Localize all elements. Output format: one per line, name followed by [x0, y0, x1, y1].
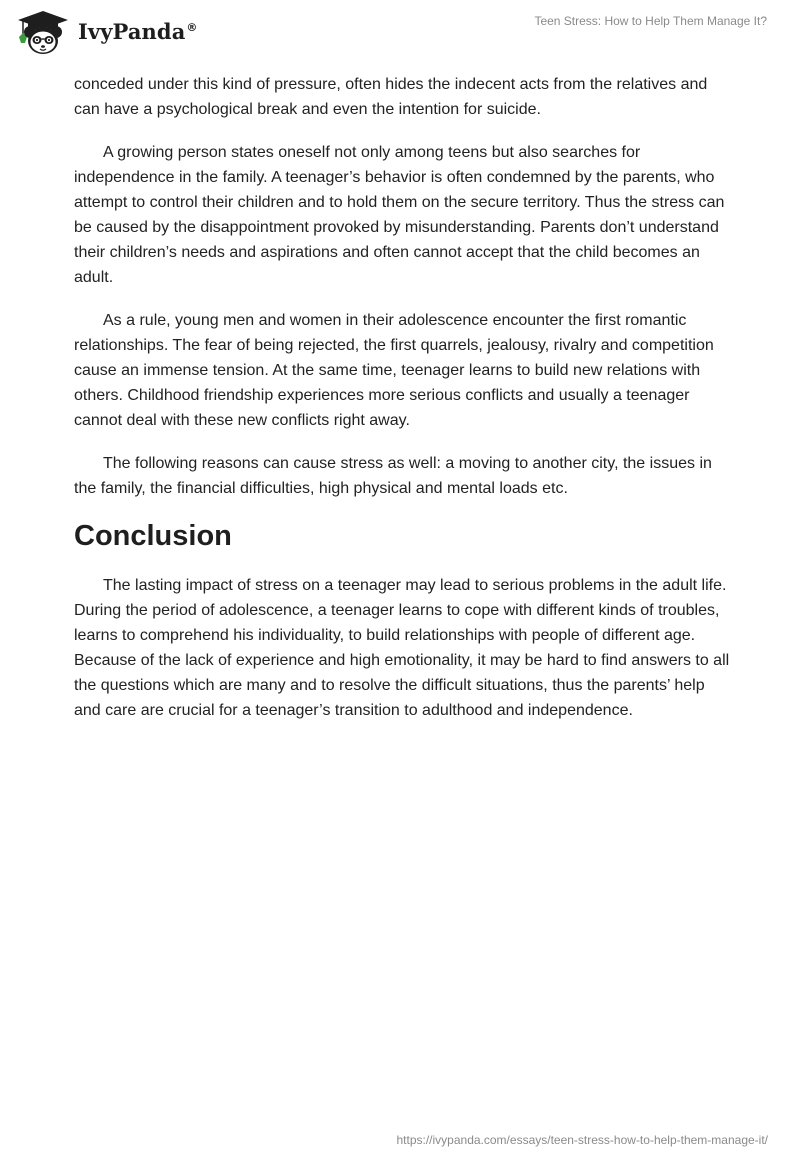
source-url[interactable]: https://ivypanda.com/essays/teen-stress-how-to-help-them-manage-it/	[396, 1133, 768, 1147]
document-title: Teen Stress: How to Help Them Manage It?	[534, 14, 767, 28]
ivypanda-logo[interactable]	[14, 8, 198, 56]
registered-mark: ®	[186, 20, 198, 34]
panda-graduation-cap-icon	[14, 8, 72, 56]
paragraph-conclusion: The lasting impact of stress on a teenager may lead to serious problems in the adult life. During the period of adolescence, a teenager learns to cope with different kinds of troubles, learns to comprehend his individuality, to build relationships with people of different age. Because of the lack of experience and high emotionality, it may be hard to find answers to all the questions which are many and to resolve the difficult situations, thus the parents’ help and care are crucial for a teenager’s transition to adulthood and independence.	[74, 577, 730, 719]
conclusion-heading: Conclusion	[74, 520, 232, 552]
brand-wordmark: IvyPanda	[78, 18, 186, 44]
brand-name	[78, 19, 198, 44]
paragraph-other-reasons: The following reasons can cause stress as well: a moving to another city, the issues in the family, the financial difficulties, high physical and mental loads etc.	[74, 455, 712, 497]
page-header	[0, 0, 800, 70]
paragraph-continued: conceded under this kind of pressure, often hides the indecent acts from the relatives and can have a psychological break and even the intention for suicide.	[74, 76, 708, 118]
paragraph-independence: A growing person states oneself not only among teens but also searches for independence in the family. A teenager’s behavior is often condemned by the parents, who attempt to control their children and to hold them on the secure territory. Thus the stress can be caused by the disappointment provoked by misunderstanding. Parents don’t understand their children’s needs and aspirations and often cannot accept that the child becomes an adult.	[74, 144, 725, 286]
essay-content	[74, 72, 734, 741]
paragraph-relationships: As a rule, young men and women in their adolescence encounter the first romantic relationships. The fear of being rejected, the first quarrels, jealousy, rivalry and competition cause an immense tension. At the same time, teenager learns to build new relations with others. Childhood friendship experiences more serious conflicts and usually a teenager cannot deal with these new conflicts right away.	[74, 312, 714, 429]
